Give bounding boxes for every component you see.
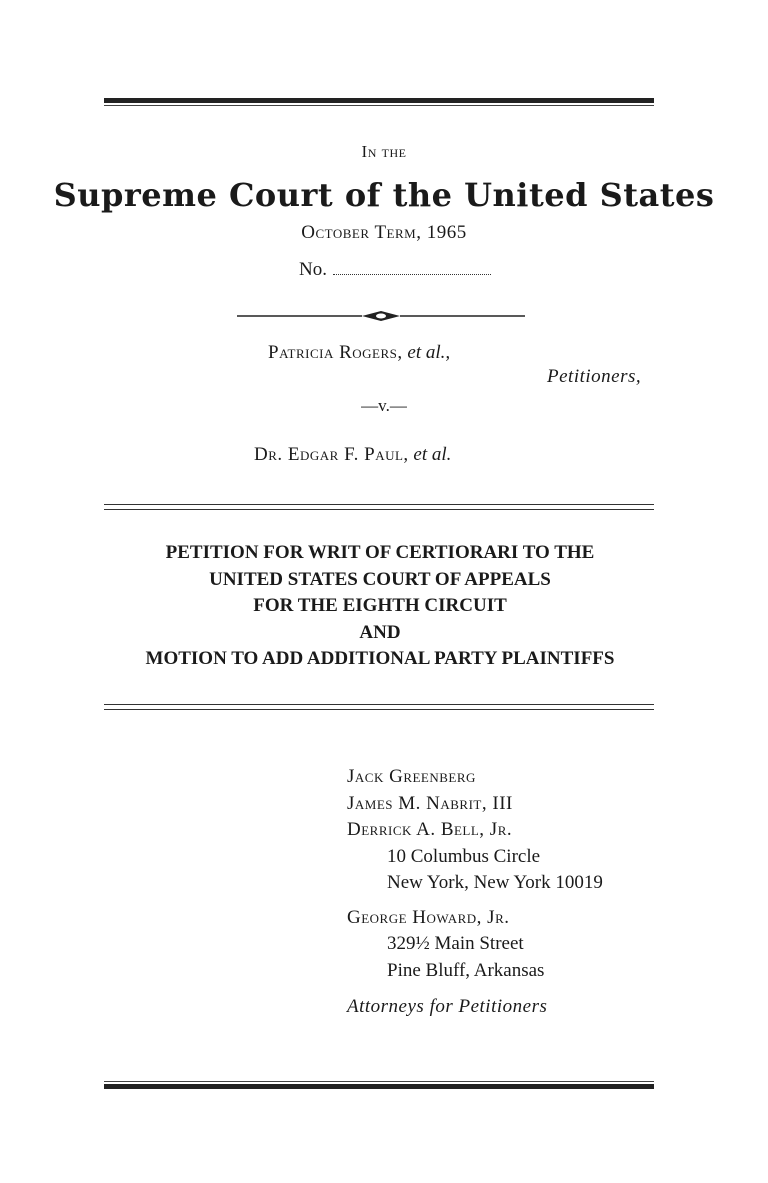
lower-double-rule [104,704,654,710]
respondent-etal: et al. [413,444,452,465]
respondent-name [254,444,451,466]
bottom-rule [104,1081,654,1089]
attorney-address: Pine Bluff, Arkansas [387,959,545,981]
upper-double-rule [104,504,654,510]
ornament-divider [237,309,525,323]
court-name: Supreme Court of the United States [53,176,715,214]
attorney-name: Jack Greenberg [347,766,476,787]
versus-label: —v.— [361,396,407,415]
attorney-address: 329½ Main Street [387,933,524,954]
title-line: MOTION TO ADD ADDITIONAL PARTY PLAINTIFFS [145,648,615,669]
top-rule [104,98,654,106]
attorney-name: George Howard, Jr. [347,906,510,928]
attorney-role: Attorneys for Petitioners [347,996,548,1017]
petitioner-name [268,342,450,364]
attorney-address: New York, New York 10019 [387,872,603,893]
respondent-name-text: Dr. Edgar F. Paul, [254,444,409,465]
term-label: October Term, 1965 [301,222,467,243]
petitioner-etal: et al., [407,342,451,363]
docket-number [299,259,491,281]
petitioner-name-text: Patricia Rogers, [268,342,403,363]
title-line: UNITED STATES COURT OF APPEALS [209,568,551,590]
attorney-name: Derrick A. Bell, Jr. [347,819,513,840]
title-line: FOR THE EIGHTH CIRCUIT [253,595,507,616]
petitioners-label: Petitioners, [547,366,642,387]
in-the-label: In the [361,142,407,161]
title-line: AND [359,621,401,643]
docket-number-blank [333,260,491,275]
document-title [0,540,760,673]
title-line: PETITION FOR WRIT OF CERTIORARI TO THE [165,542,595,563]
attorney-address: 10 Columbus Circle [387,845,541,867]
attorney-block [347,764,603,1021]
docket-number-label: No. [299,259,327,280]
attorney-name: James M. Nabrit, III [347,792,513,814]
